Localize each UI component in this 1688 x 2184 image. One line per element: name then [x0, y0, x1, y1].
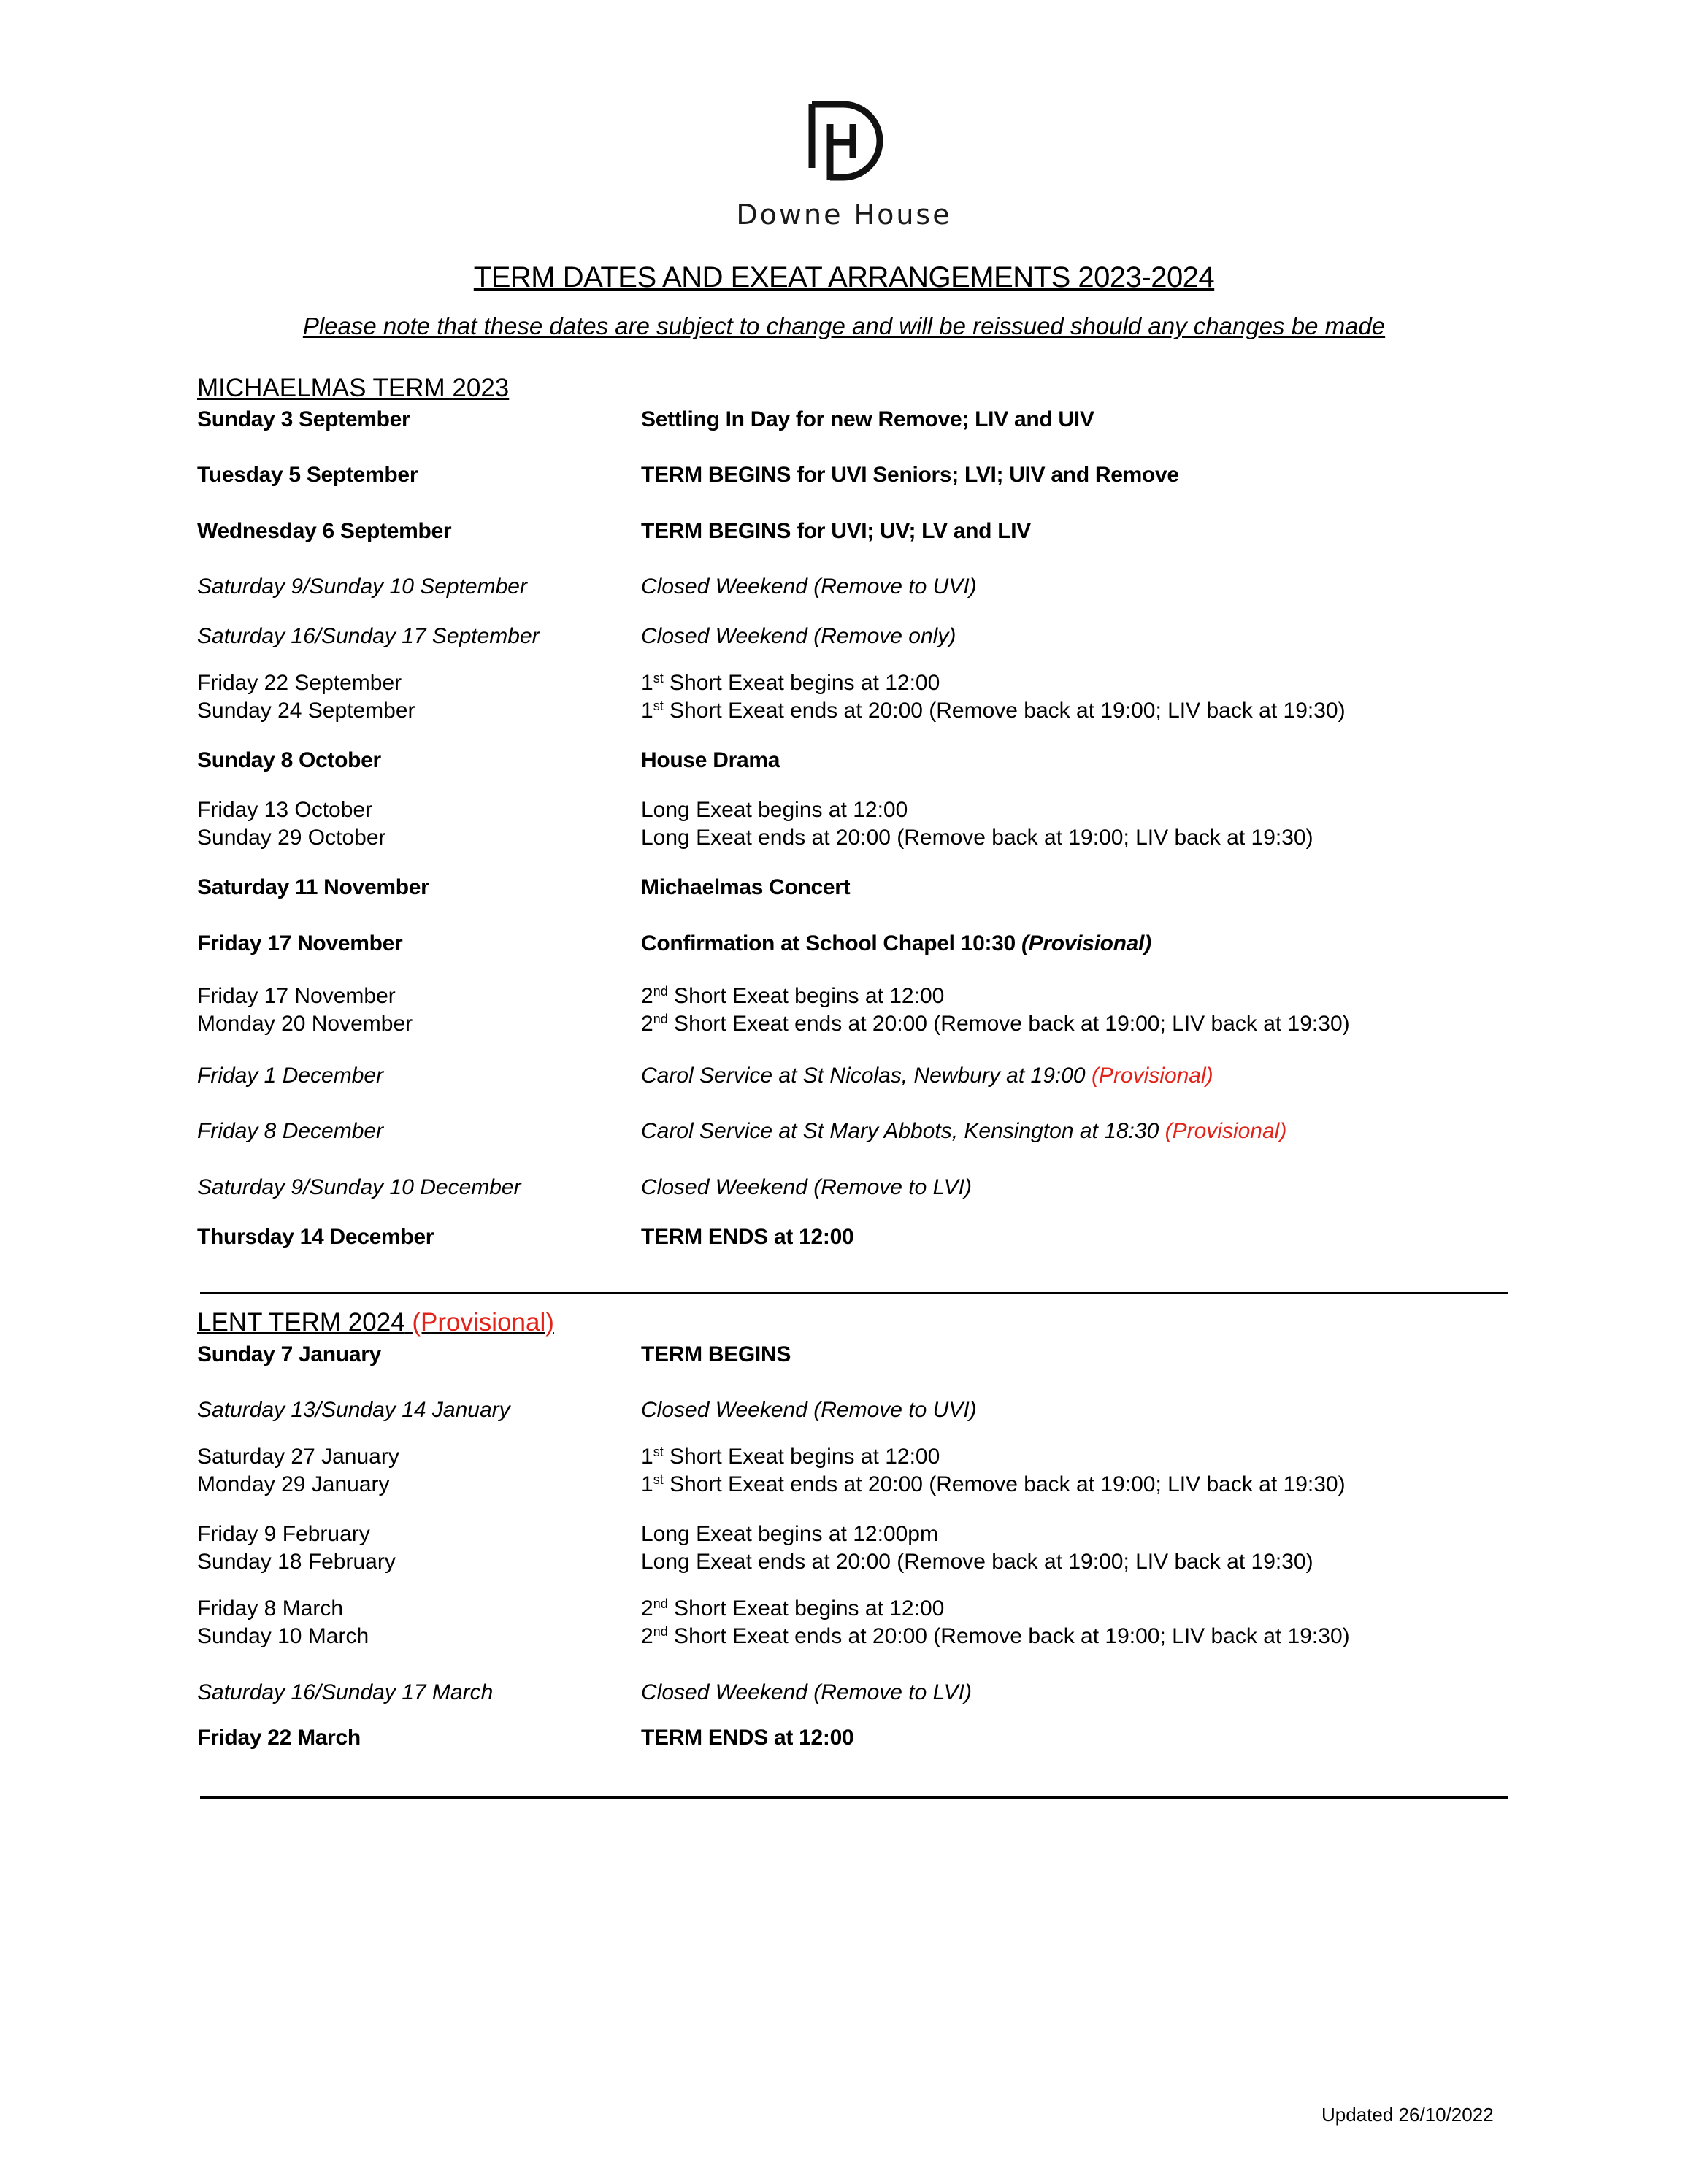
- date-line: Saturday 16/Sunday 17 March: [197, 1680, 494, 1704]
- date-line: Monday 29 January: [197, 1472, 390, 1496]
- event-line: [641, 1548, 1517, 1576]
- row-event: [641, 747, 1517, 774]
- date-line: Friday 8 December: [197, 1119, 384, 1143]
- date-line: Tuesday 5 September: [197, 463, 418, 487]
- event-line: [641, 1010, 1517, 1038]
- event-text: Short Exeat begins at 12:00: [667, 1596, 945, 1620]
- row-event: [641, 461, 1517, 489]
- event-line: [641, 573, 1517, 601]
- event-text: Short Exeat begins at 12:00: [663, 1445, 940, 1469]
- event-text: TERM BEGINS: [641, 1342, 791, 1366]
- row-date: [197, 983, 635, 1038]
- event-line: [641, 1341, 1517, 1369]
- event-line: [641, 518, 1517, 545]
- date-line: Saturday 16/Sunday 17 September: [197, 624, 540, 648]
- event-text: House Drama: [641, 748, 780, 772]
- row-date: [197, 461, 635, 489]
- row-date: [197, 1724, 635, 1752]
- event-text: 2: [641, 1012, 653, 1036]
- date-line: Sunday 18 February: [197, 1550, 396, 1574]
- event-text: 2: [641, 984, 653, 1008]
- row-date: [197, 747, 635, 774]
- event-text: Closed Weekend (Remove only): [641, 624, 956, 648]
- date-line: Friday 13 October: [197, 798, 373, 822]
- row-event: [641, 1341, 1517, 1369]
- event-text: TERM BEGINS for UVI Seniors; LVI; UIV and Remove: [641, 463, 1179, 487]
- date-line: Friday 1 December: [197, 1064, 384, 1088]
- row-event: [641, 623, 1517, 650]
- event-text: Short Exeat ends at 20:00 (Remove back at 19:00; LIV back at 19:30): [667, 1012, 1350, 1036]
- event-text: Carol Service at St Nicolas, Newbury at 19:00: [641, 1064, 1092, 1088]
- date-line: Saturday 13/Sunday 14 January: [197, 1398, 510, 1422]
- event-text: Carol Service at St Mary Abbots, Kensington at 18:30: [641, 1119, 1165, 1143]
- row-date: [197, 573, 635, 601]
- event-text: Short Exeat begins at 12:00: [663, 671, 940, 695]
- date-line: Friday 22 March: [197, 1726, 361, 1750]
- section-heading-text: LENT TERM 2024: [197, 1308, 405, 1337]
- provisional-note: (Provisional): [1091, 1064, 1213, 1088]
- event-line: [641, 1679, 1517, 1707]
- row-event: [641, 1443, 1517, 1499]
- event-line: [641, 1623, 1517, 1650]
- event-text: Long Exeat ends at 20:00 (Remove back at 19:00; LIV back at 19:30): [641, 826, 1313, 850]
- event-text: 2: [641, 1624, 653, 1648]
- event-text: 1: [641, 699, 653, 723]
- row-event: [641, 518, 1517, 545]
- event-text: 2: [641, 1596, 653, 1620]
- event-text: nd: [653, 1012, 668, 1026]
- row-event: [641, 406, 1517, 434]
- section-heading-text: MICHAELMAS TERM 2023: [197, 374, 510, 402]
- row-event: [641, 1396, 1517, 1424]
- event-text: nd: [653, 1596, 668, 1611]
- event-text: Short Exeat ends at 20:00 (Remove back at 19:00; LIV back at 19:30): [663, 1472, 1346, 1496]
- brand-name: Downe House: [736, 199, 952, 231]
- event-text: TERM ENDS at 12:00: [641, 1726, 854, 1750]
- section-heading-michaelmas: [197, 374, 509, 403]
- event-text: 1: [641, 1445, 653, 1469]
- row-event: [641, 1118, 1517, 1145]
- event-line: [641, 1174, 1517, 1201]
- row-date: [197, 623, 635, 650]
- date-line: Monday 20 November: [197, 1012, 413, 1036]
- row-event: [641, 573, 1517, 601]
- event-line: [641, 1520, 1517, 1548]
- date-line: Friday 17 November: [197, 931, 403, 956]
- row-event: [641, 1223, 1517, 1251]
- date-line: Friday 9 February: [197, 1522, 370, 1546]
- row-date: [197, 1118, 635, 1145]
- event-text: Confirmation at School Chapel 10:30: [641, 931, 1021, 956]
- row-date: [197, 874, 635, 901]
- provisional-note: (Provisional): [1021, 931, 1151, 956]
- row-event: [641, 1724, 1517, 1752]
- row-event: [641, 1174, 1517, 1201]
- event-text: Long Exeat ends at 20:00 (Remove back at 19:00; LIV back at 19:30): [641, 1550, 1313, 1574]
- row-event: [641, 796, 1517, 852]
- row-date: [197, 1520, 635, 1576]
- row-event: [641, 1595, 1517, 1650]
- row-date: [197, 1679, 635, 1707]
- row-date: [197, 930, 635, 958]
- row-date: [197, 669, 635, 725]
- row-date: [197, 796, 635, 852]
- event-text: Short Exeat begins at 12:00: [667, 984, 945, 1008]
- date-line: Friday 22 September: [197, 671, 402, 695]
- page-title: TERM DATES AND EXEAT ARRANGEMENTS 2023-2024: [473, 261, 1215, 293]
- event-text: Closed Weekend (Remove to LVI): [641, 1175, 972, 1199]
- event-line: [641, 1223, 1517, 1251]
- row-date: [197, 1595, 635, 1650]
- event-text: TERM ENDS at 12:00: [641, 1225, 854, 1249]
- date-line: Sunday 29 October: [197, 826, 386, 850]
- event-text: st: [653, 1472, 664, 1487]
- event-line: [641, 461, 1517, 489]
- provisional-note: (Provisional): [412, 1308, 554, 1337]
- date-line: Thursday 14 December: [197, 1225, 434, 1249]
- event-text: Closed Weekend (Remove to UVI): [641, 1398, 977, 1422]
- provisional-note: (Provisional): [1165, 1119, 1287, 1143]
- page-subtitle: Please note that these dates are subject to change and will be reissued should any changes be made: [302, 312, 1386, 339]
- row-date: [197, 1396, 635, 1424]
- date-line: Sunday 24 September: [197, 699, 415, 723]
- row-date: [197, 1174, 635, 1201]
- downe-house-logo-icon: [803, 99, 891, 186]
- event-text: Settling In Day for new Remove; LIV and UIV: [641, 407, 1094, 431]
- event-text: Short Exeat ends at 20:00 (Remove back at 19:00; LIV back at 19:30): [663, 699, 1346, 723]
- event-line: [641, 1396, 1517, 1424]
- row-event: [641, 1520, 1517, 1576]
- event-line: [641, 669, 1517, 697]
- divider: [200, 1796, 1508, 1799]
- event-text: st: [653, 671, 664, 685]
- row-date: [197, 1341, 635, 1369]
- event-text: Closed Weekend (Remove to UVI): [641, 574, 977, 599]
- row-event: [641, 1062, 1517, 1090]
- row-event: [641, 669, 1517, 725]
- event-line: [641, 406, 1517, 434]
- date-line: Saturday 9/Sunday 10 September: [197, 574, 527, 599]
- event-line: [641, 1443, 1517, 1471]
- date-line: Sunday 10 March: [197, 1624, 369, 1648]
- row-event: [641, 1679, 1517, 1707]
- row-date: [197, 1062, 635, 1090]
- event-line: [641, 747, 1517, 774]
- event-text: Michaelmas Concert: [641, 875, 851, 899]
- date-line: Friday 8 March: [197, 1596, 344, 1620]
- event-text: Long Exeat begins at 12:00: [641, 798, 908, 822]
- row-event: [641, 874, 1517, 901]
- date-line: Saturday 11 November: [197, 875, 429, 899]
- event-text: Closed Weekend (Remove to LVI): [641, 1680, 972, 1704]
- event-text: 1: [641, 671, 653, 695]
- row-event: [641, 983, 1517, 1038]
- event-line: [641, 874, 1517, 901]
- event-line: [641, 1118, 1517, 1145]
- event-line: [641, 824, 1517, 852]
- event-text: nd: [653, 1624, 668, 1639]
- row-date: [197, 1443, 635, 1499]
- date-line: Saturday 9/Sunday 10 December: [197, 1175, 521, 1199]
- event-line: [641, 1471, 1517, 1499]
- row-date: [197, 518, 635, 545]
- event-line: [641, 1724, 1517, 1752]
- event-line: [641, 623, 1517, 650]
- row-event: [641, 930, 1517, 958]
- event-text: TERM BEGINS for UVI; UV; LV and LIV: [641, 519, 1031, 543]
- event-line: [641, 697, 1517, 725]
- event-text: Short Exeat ends at 20:00 (Remove back at 19:00; LIV back at 19:30): [667, 1624, 1350, 1648]
- section-heading-lent: [197, 1308, 554, 1337]
- row-date: [197, 406, 635, 434]
- event-line: [641, 983, 1517, 1010]
- date-line: Wednesday 6 September: [197, 519, 452, 543]
- event-line: [641, 1595, 1517, 1623]
- date-line: Sunday 3 September: [197, 407, 410, 431]
- date-line: Sunday 7 January: [197, 1342, 381, 1366]
- divider: [200, 1292, 1508, 1294]
- date-line: Sunday 8 October: [197, 748, 381, 772]
- date-line: Saturday 27 January: [197, 1445, 399, 1469]
- row-date: [197, 1223, 635, 1251]
- event-text: nd: [653, 984, 668, 999]
- event-text: 1: [641, 1472, 653, 1496]
- date-line: Friday 17 November: [197, 984, 396, 1008]
- event-text: st: [653, 699, 664, 713]
- event-line: [641, 930, 1517, 958]
- event-line: [641, 1062, 1517, 1090]
- event-text: st: [653, 1445, 664, 1459]
- event-line: [641, 796, 1517, 824]
- updated-date: Updated 26/10/2022: [1321, 2104, 1494, 2126]
- event-text: Long Exeat begins at 12:00pm: [641, 1522, 938, 1546]
